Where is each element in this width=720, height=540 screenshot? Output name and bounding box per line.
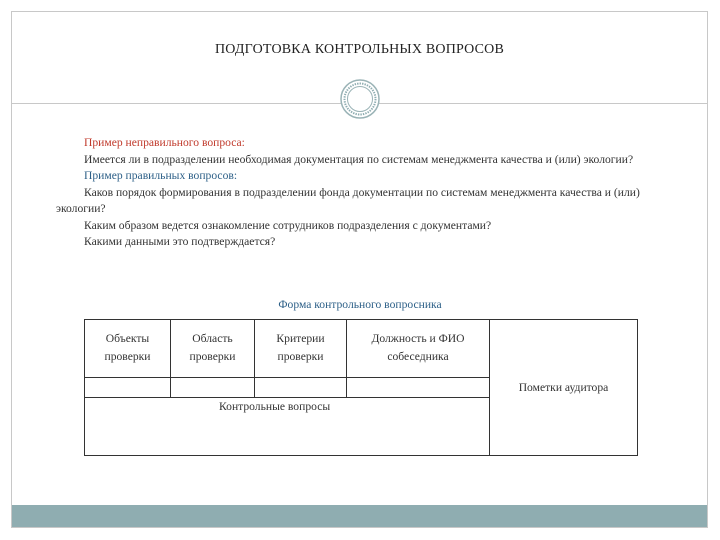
wrong-question-text: Имеется ли в подразделении необходимая документация по системам менеджмента качества и (или) экологии?	[84, 152, 634, 166]
empty-cell	[85, 378, 171, 398]
right-question-1: Каков порядок формирования в подразделении фонда документации по системам менеджмента качества и (или) экологии?	[56, 185, 640, 215]
checklist-form-table	[84, 319, 638, 456]
empty-cell	[171, 378, 255, 398]
circle-emblem-icon	[340, 79, 380, 119]
header-auditor-notes: Пометки аудитора	[490, 320, 638, 456]
page-title: ПОДГОТОВКА КОНТРОЛЬНЫХ ВОПРОСОВ	[214, 42, 505, 57]
right-question-3: Какими данными это подтверждается?	[84, 235, 276, 248]
questions-text	[56, 135, 662, 251]
header-objects: Объекты проверки	[85, 320, 171, 378]
empty-cell	[255, 378, 347, 398]
header-interviewee: Должность и ФИО собеседника	[347, 320, 490, 378]
header-criteria: Критерии проверки	[255, 320, 347, 378]
header-area: Область проверки	[171, 320, 255, 378]
form-title: Форма контрольного вопросника	[278, 298, 442, 311]
wrong-question-heading: Пример неправильного вопроса:	[84, 136, 245, 149]
right-questions-heading: Пример правильных вопросов:	[84, 169, 238, 182]
right-question-2: Каким образом ведется ознакомление сотрудников подразделения с документами?	[84, 218, 492, 232]
footer-bar	[12, 505, 707, 527]
control-questions-cell: Контрольные вопросы	[85, 398, 490, 456]
empty-cell	[347, 378, 490, 398]
